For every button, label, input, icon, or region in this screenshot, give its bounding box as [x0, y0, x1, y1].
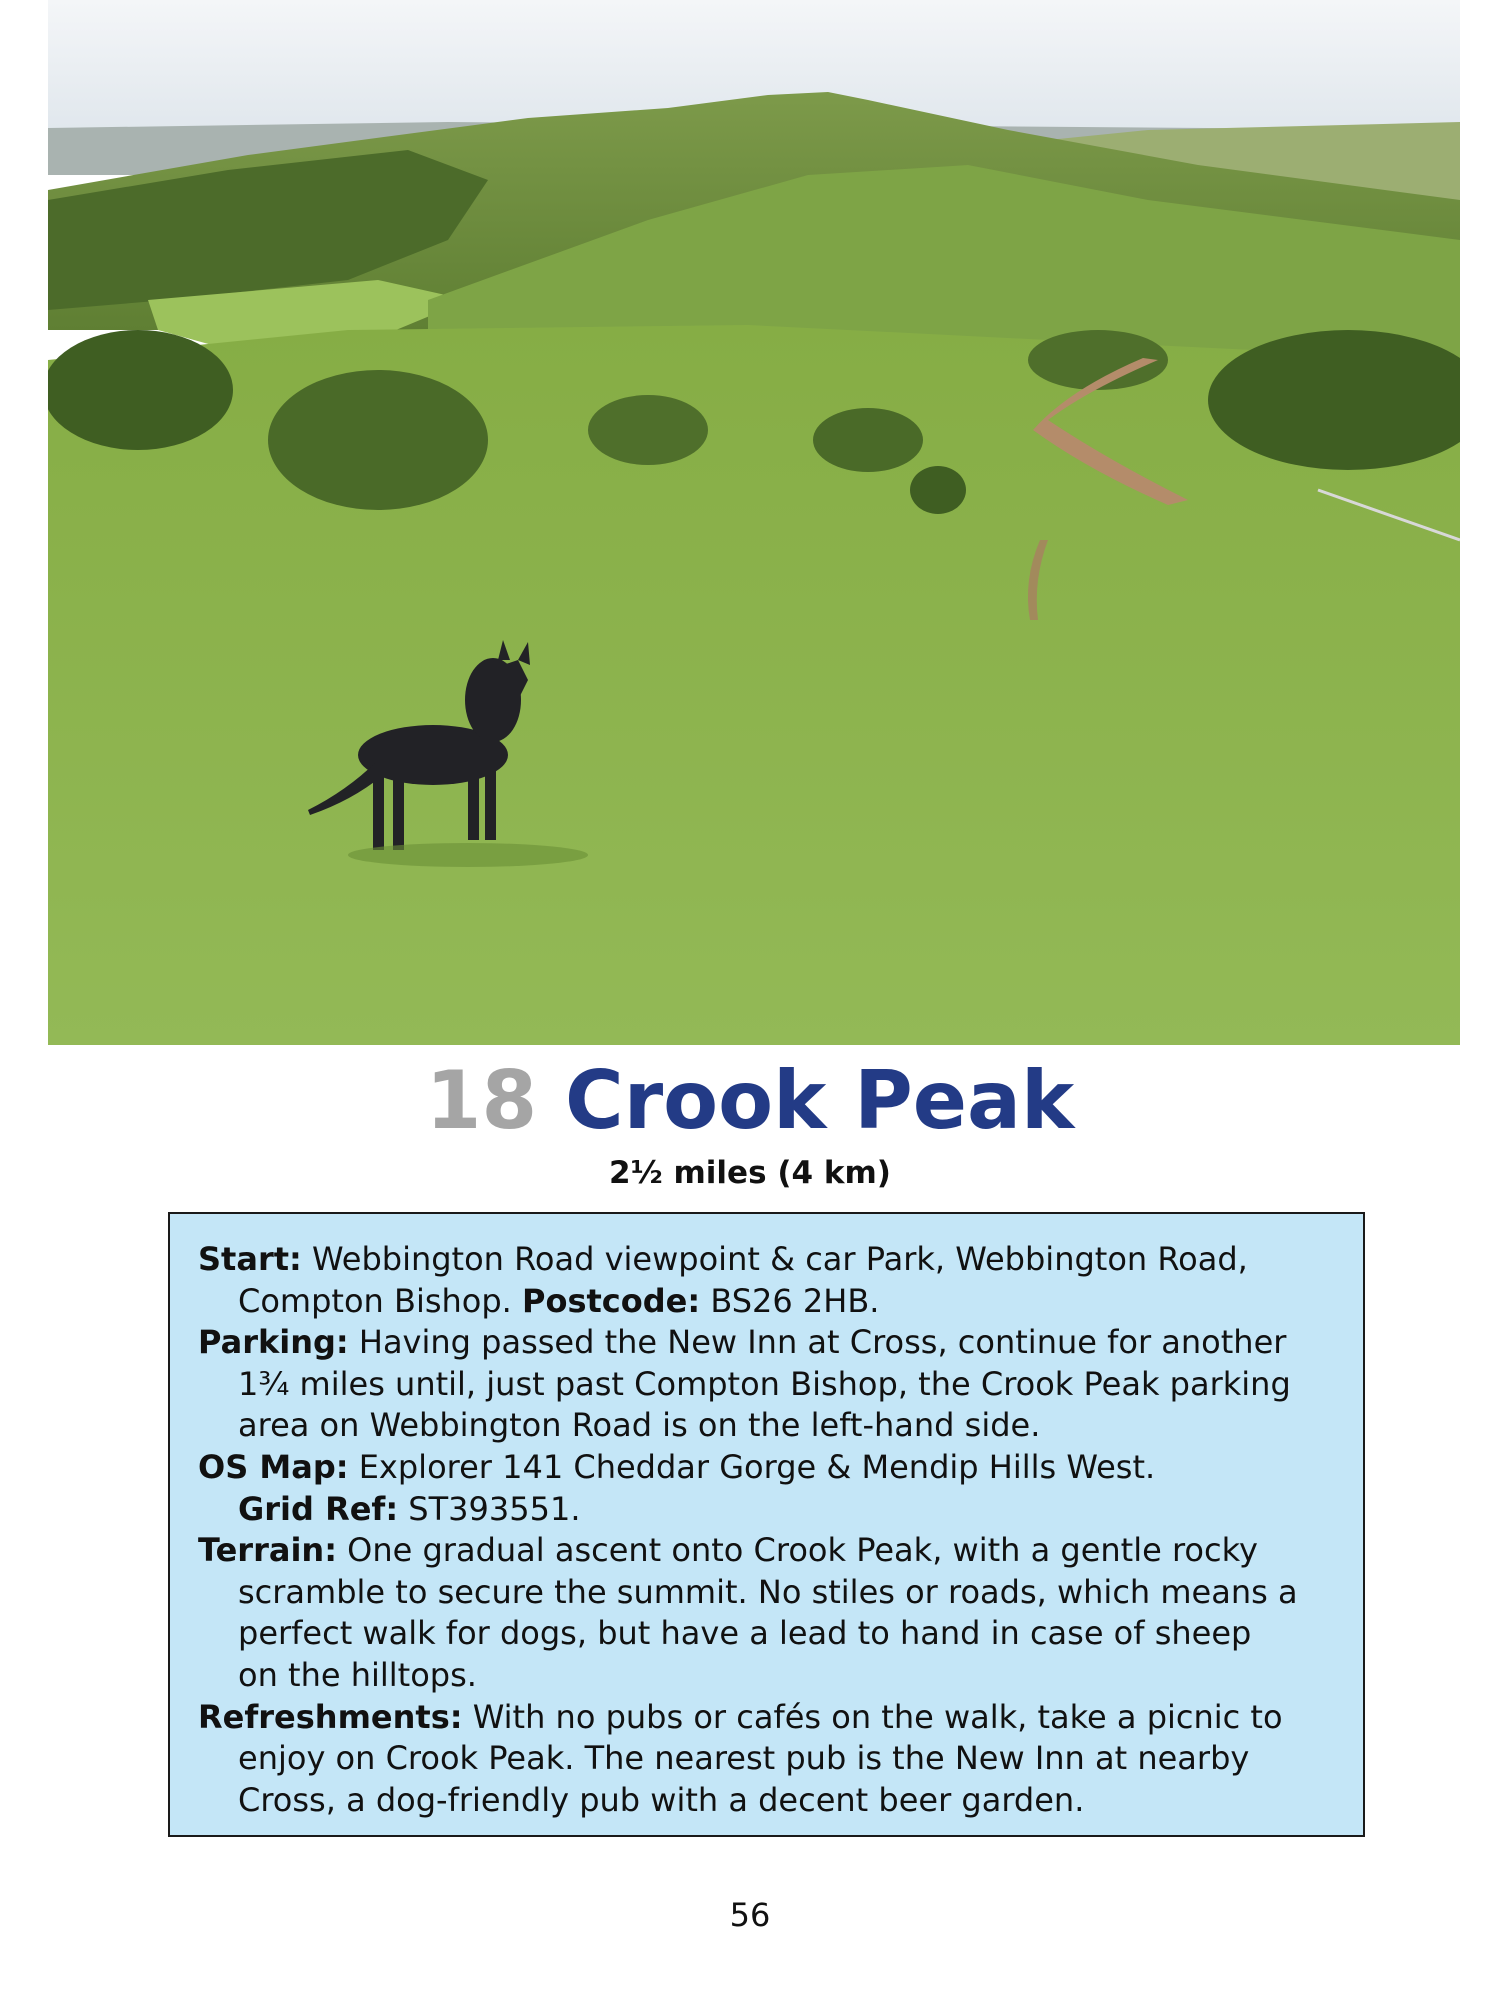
gridref-text: ST393551. [408, 1489, 581, 1528]
start-label: Start: [198, 1240, 302, 1278]
terrain-line-2 [198, 1572, 1335, 1614]
gridref-line [198, 1489, 1335, 1531]
landscape-photo [48, 0, 1460, 1045]
walk-info-box [168, 1212, 1365, 1837]
walk-title [0, 1053, 1500, 1149]
parking-line-3 [198, 1405, 1335, 1447]
parking-line-2 [198, 1364, 1335, 1406]
gridref-label: Grid Ref: [238, 1489, 399, 1528]
bush [813, 408, 923, 472]
parking-text-2: 1¾ miles until, just past Compton Bishop, the Crook Peak parking [238, 1364, 1291, 1403]
bush [268, 370, 488, 510]
parking-line [198, 1322, 1335, 1364]
terrain-text-1: One gradual ascent onto Crook Peak, with a gentle rocky [347, 1531, 1258, 1570]
postcode-text: BS26 2HB. [710, 1281, 880, 1320]
dog-shadow [348, 843, 588, 867]
osmap-text: Explorer 141 Cheddar Gorge & Mendip Hills West. [358, 1447, 1156, 1486]
osmap-label: OS Map: [198, 1447, 349, 1486]
terrain-line-3 [198, 1613, 1335, 1655]
bush [588, 395, 708, 465]
terrain-text-3: perfect walk for dogs, but have a lead to hand in case of sheep [238, 1614, 1252, 1653]
parking-label: Parking: [198, 1323, 349, 1362]
refreshments-label: Refreshments: [198, 1697, 463, 1736]
start-text-2: Compton Bishop. [238, 1281, 512, 1320]
parking-text-3: area on Webbington Road is on the left-hand side. [238, 1406, 1041, 1445]
start-line [198, 1239, 1335, 1281]
terrain-line [198, 1530, 1335, 1572]
walk-distance: 2½ miles (4 km) [609, 1155, 891, 1191]
walk-number: 18 [425, 1054, 538, 1147]
parking-text-1: Having passed the New Inn at Cross, continue for another [358, 1323, 1287, 1362]
start-line-2 [198, 1281, 1335, 1323]
page-number: 56 [729, 1896, 771, 1934]
start-text-1: Webbington Road viewpoint & car Park, Webbington Road, [311, 1240, 1248, 1278]
bush [48, 330, 233, 450]
refreshments-line [198, 1697, 1335, 1739]
terrain-line-4 [198, 1655, 1335, 1697]
terrain-text-4: on the hilltops. [238, 1655, 477, 1694]
terrain-text-2: scramble to secure the summit. No stiles or roads, which means a [238, 1572, 1298, 1611]
refreshments-text-3: Cross, a dog-friendly pub with a decent beer garden. [238, 1780, 1085, 1819]
walk-name: Crook Peak [564, 1054, 1075, 1147]
refreshments-line-2 [198, 1738, 1335, 1780]
refreshments-text-2: enjoy on Crook Peak. The nearest pub is the New Inn at nearby [238, 1739, 1250, 1778]
refreshments-line-3 [198, 1780, 1335, 1822]
bush [910, 466, 966, 514]
refreshments-text-1: With no pubs or cafés on the walk, take a picnic to [472, 1697, 1283, 1736]
cover-photo [48, 0, 1460, 1045]
postcode-label: Postcode: [522, 1281, 701, 1320]
terrain-label: Terrain: [198, 1531, 337, 1570]
osmap-line [198, 1447, 1335, 1489]
